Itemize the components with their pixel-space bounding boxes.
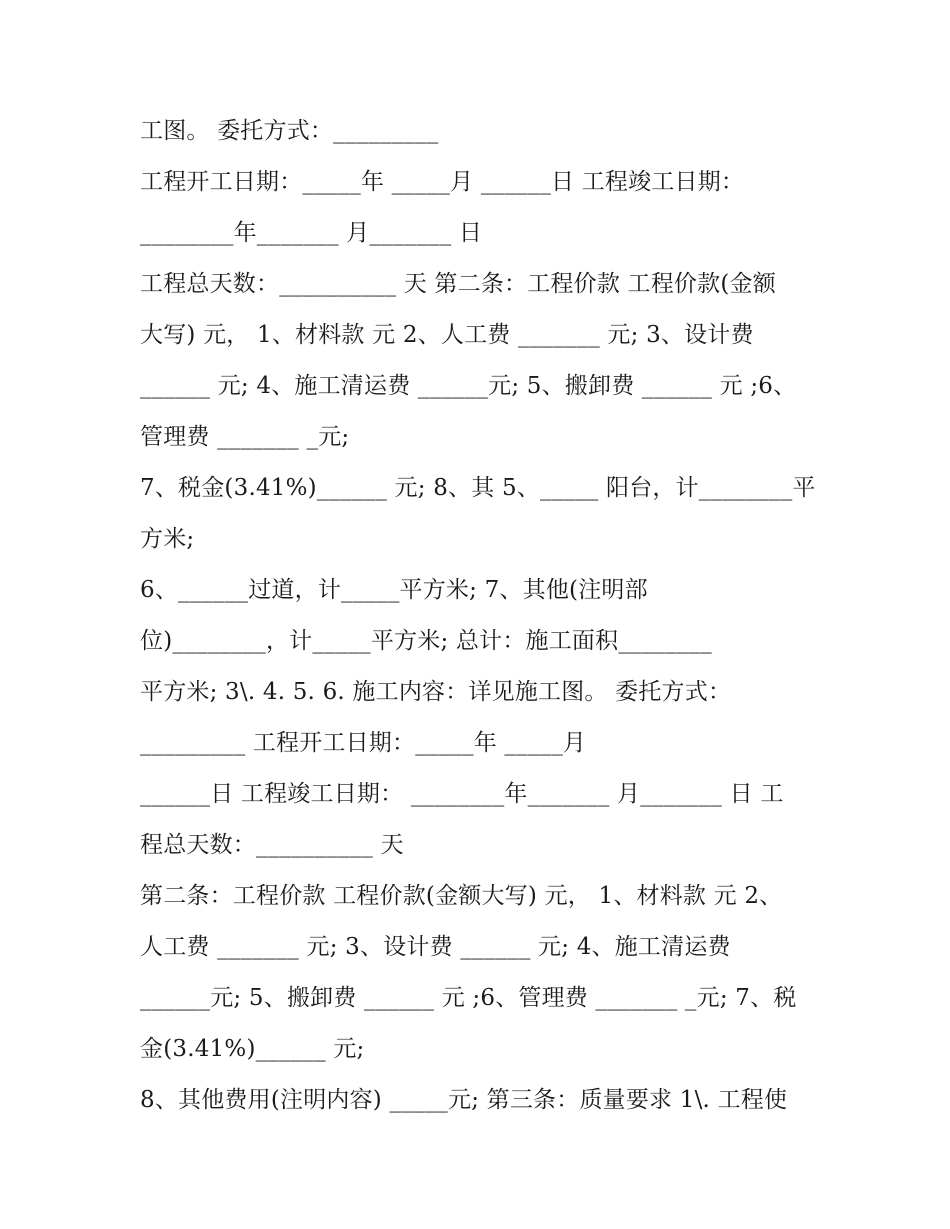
text-line: _________ 工程开工日期：_____年 _____月	[140, 730, 587, 756]
text-line: 7、税金(3.41%)______ 元; 8、其 5、_____ 阳台，计________平	[140, 475, 816, 501]
text-line: 工图。 委托方式：_________	[140, 118, 439, 144]
text-line: 程总天数：__________ 天	[140, 832, 404, 858]
text-line: 工程开工日期：_____年 _____月 ______日 工程竣工日期：	[140, 169, 745, 195]
text-line: 大写) 元， 1、材料款 元 2、人工费 _______ 元; 3、设计费	[140, 322, 754, 348]
text-line: 8、其他费用(注明内容) _____元; 第三条：质量要求 1\. 工程使	[140, 1087, 788, 1113]
text-line: 方米;	[140, 526, 195, 552]
text-line: 管理费 _______ _元;	[140, 424, 350, 450]
text-line: 人工费 _______ 元; 3、设计费 ______ 元; 4、施工清运费	[140, 934, 731, 960]
text-line: ______元; 5、搬卸费 ______ 元 ;6、管理费 _______ _元; 7、税	[140, 985, 797, 1011]
text-line: 金(3.41%)______ 元;	[140, 1036, 365, 1062]
text-line: 平方米; 3\. 4. 5. 6. 施工内容：详见施工图。 委托方式：	[140, 679, 732, 705]
text-line: 第二条：工程价款 工程价款(金额大写) 元， 1、材料款 元 2、	[140, 883, 783, 909]
text-line: ________年_______ 月_______ 日	[140, 220, 483, 246]
text-line: ______日 工程竣工日期： ________年_______ 月_______ 日 工	[140, 781, 784, 807]
text-line: 位)________，计_____平方米; 总计：施工面积________	[140, 628, 712, 654]
text-line: ______ 元; 4、施工清运费 ______元; 5、搬卸费 ______ 元 ;6、	[140, 373, 797, 399]
contract-body	[140, 106, 820, 1126]
text-line: 工程总天数：__________ 天 第二条：工程价款 工程价款(金额	[140, 271, 776, 297]
text-line: 6、______过道，计_____平方米; 7、其他(注明部	[140, 577, 648, 603]
